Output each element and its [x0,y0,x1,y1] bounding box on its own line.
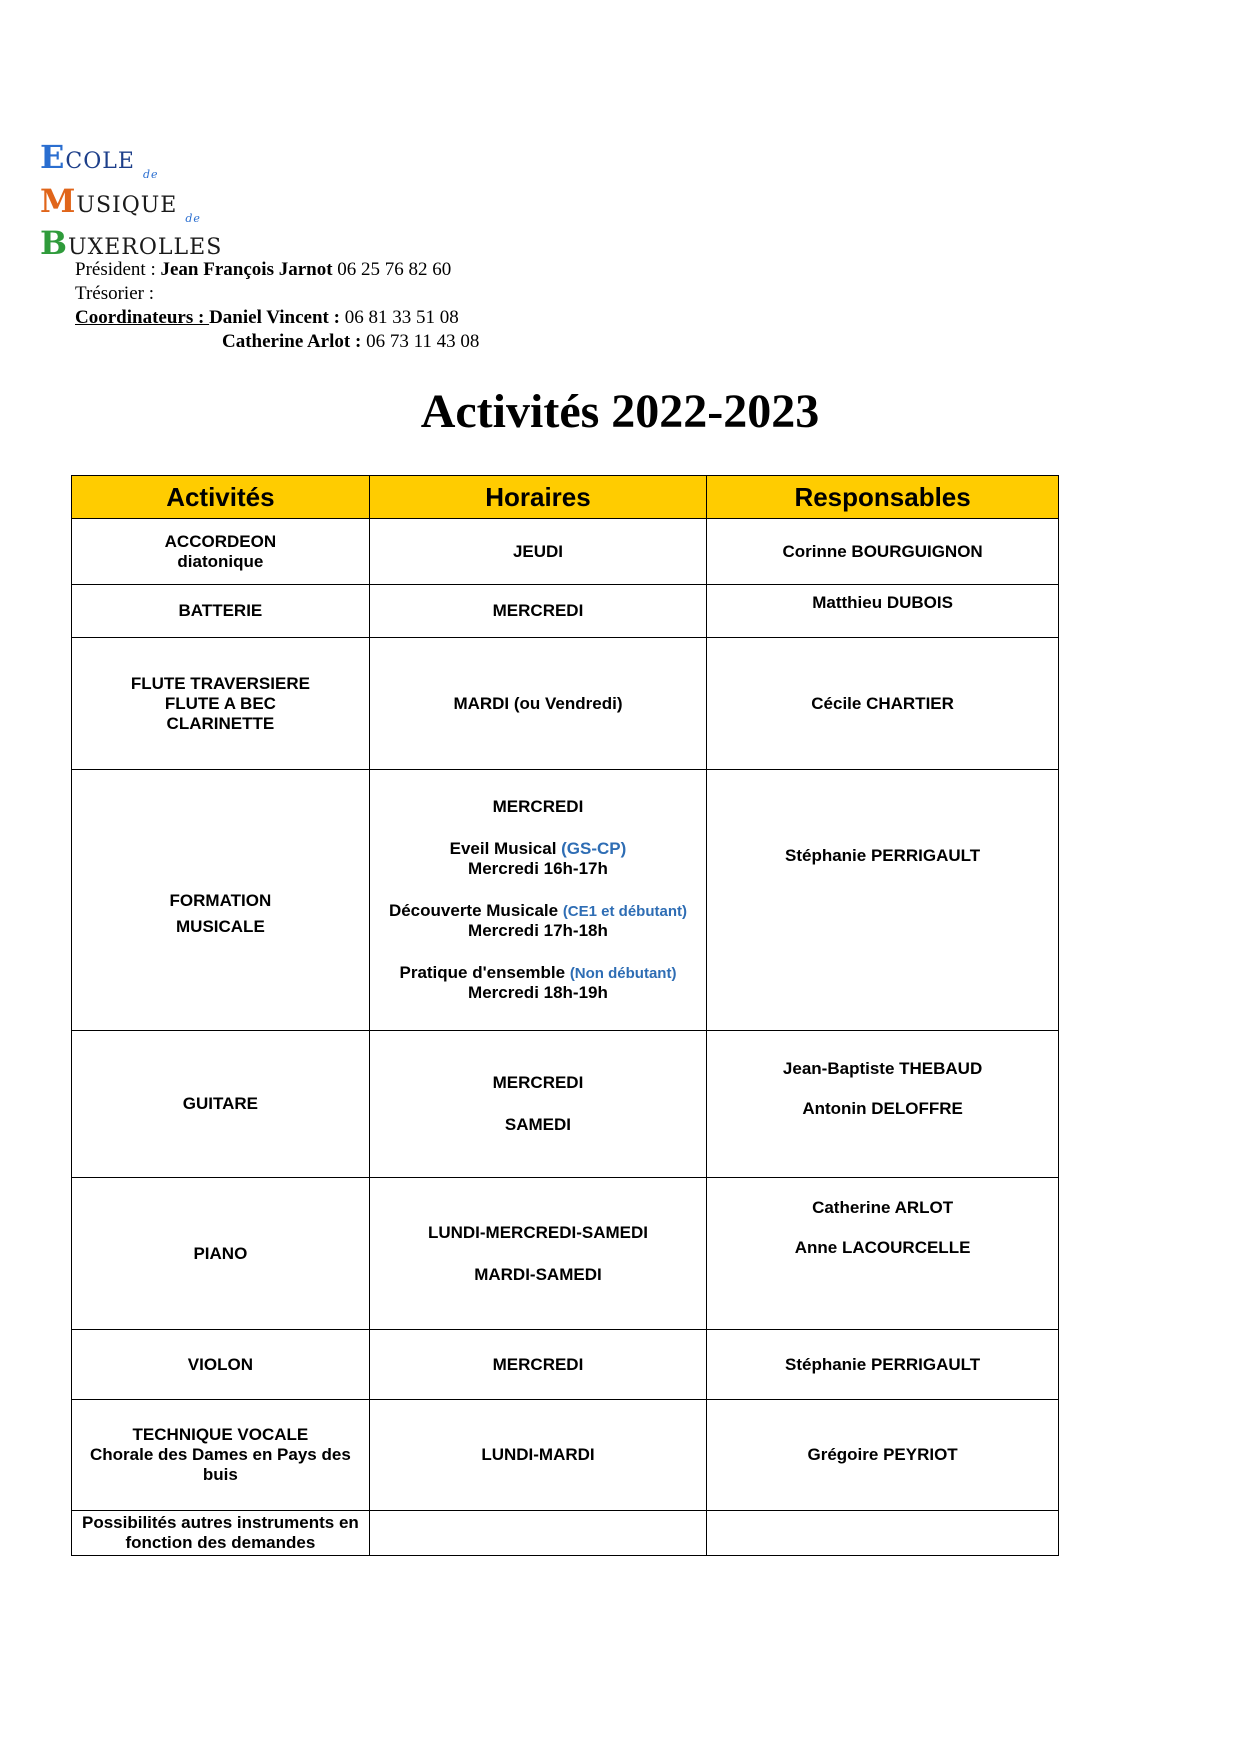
coordinateurs-label: Coordinateurs : [75,307,210,328]
activities-table [71,475,1059,1556]
schedule-cell: MERCREDI [369,585,706,638]
president-name: Jean François Jarnot [160,259,333,280]
responsible-cell: Cécile CHARTIER [707,638,1059,770]
responsible-cell: Catherine ARLOT Anne LACOURCELLE [707,1178,1059,1330]
table-row [72,1178,1059,1330]
activity-cell: TECHNIQUE VOCALE Chorale des Dames en Pays des buis [72,1400,370,1511]
table-row [72,638,1059,770]
responsible-cell: Stéphanie PERRIGAULT [707,770,1059,1031]
page-title: Activités 2022-2023 [420,385,820,438]
schedule-cell: LUNDI-MERCREDI-SAMEDI MARDI-SAMEDI [369,1178,706,1330]
table-row [72,1511,1059,1556]
responsible-cell: Matthieu DUBOIS [707,585,1059,638]
tresorier-line: Trésorier : [75,283,154,304]
school-logo [40,138,230,262]
table-row [72,1330,1059,1400]
logo-line-musique: $MUSIQUE_{de}$ [40,182,201,225]
table-header-row [72,476,1059,519]
president-phone: 06 25 76 82 60 [332,259,452,280]
activity-cell: Possibilités autres instruments en fonction des demandes [72,1511,370,1556]
coordinator-1-name: Daniel Vincent : [209,307,340,328]
coordinator-line-1 [75,306,479,330]
session-pratique: Pratique d'ensemble (Non débutant) [399,963,677,982]
coordinator-1-phone: 06 81 33 51 08 [339,307,459,328]
session-eveil: Eveil Musical (GS-CP) [449,839,627,858]
contact-info [75,258,479,354]
header-horaires: Horaires [369,476,706,519]
coordinator-line-2 [75,330,479,354]
header-activites: Activités [72,476,370,519]
table-row [72,519,1059,585]
president-line: Président : Jean François Jarnot 06 25 76 82 60 [75,259,452,280]
activity-cell: PIANO [72,1178,370,1330]
schedule-cell: MARDI (ou Vendredi) [369,638,706,770]
schedule-cell: MERCREDI [369,1330,706,1400]
activity-cell: ACCORDEON diatonique [72,519,370,585]
schedule-cell: MERCREDI Eveil Musical (GS-CP) Mercredi 16h-17h Découverte Musicale (CE1 et débutant) Mercredi 17h-18h Pratique d'ensemble (Non débutant) Mercredi 18h-19h [369,770,706,1031]
header-responsables: Responsables [707,476,1059,519]
responsible-cell [707,1511,1059,1556]
schedule-cell: LUNDI-MARDI [369,1400,706,1511]
responsible-cell: Corinne BOURGUIGNON [707,519,1059,585]
responsible-cell: Jean-Baptiste THEBAUD Antonin DELOFFRE [707,1031,1059,1178]
activity-cell: BATTERIE [72,585,370,638]
activity-cell: FLUTE TRAVERSIERE FLUTE A BEC CLARINETTE [72,638,370,770]
schedule-cell [369,1511,706,1556]
logo-line-buxerolles: BUXEROLLES [40,224,223,262]
table-row [72,585,1059,638]
activity-cell: FORMATION MUSICALE [72,770,370,1031]
coordinator-2-name: Catherine Arlot : [222,331,362,352]
logo-line-ecole: $ECOLE_{de}$ [40,138,159,181]
activity-cell: GUITARE [72,1031,370,1178]
activity-cell: VIOLON [72,1330,370,1400]
table-row [72,1031,1059,1178]
table-row [72,1400,1059,1511]
responsible-cell: Grégoire PEYRIOT [707,1400,1059,1511]
schedule-cell: JEUDI [369,519,706,585]
responsible-cell: Stéphanie PERRIGAULT [707,1330,1059,1400]
session-decouverte: Découverte Musicale (CE1 et débutant) [388,901,687,920]
schedule-cell: MERCREDI SAMEDI [369,1031,706,1178]
table-row [72,770,1059,1031]
coordinator-2-phone: 06 73 11 43 08 [361,331,480,352]
